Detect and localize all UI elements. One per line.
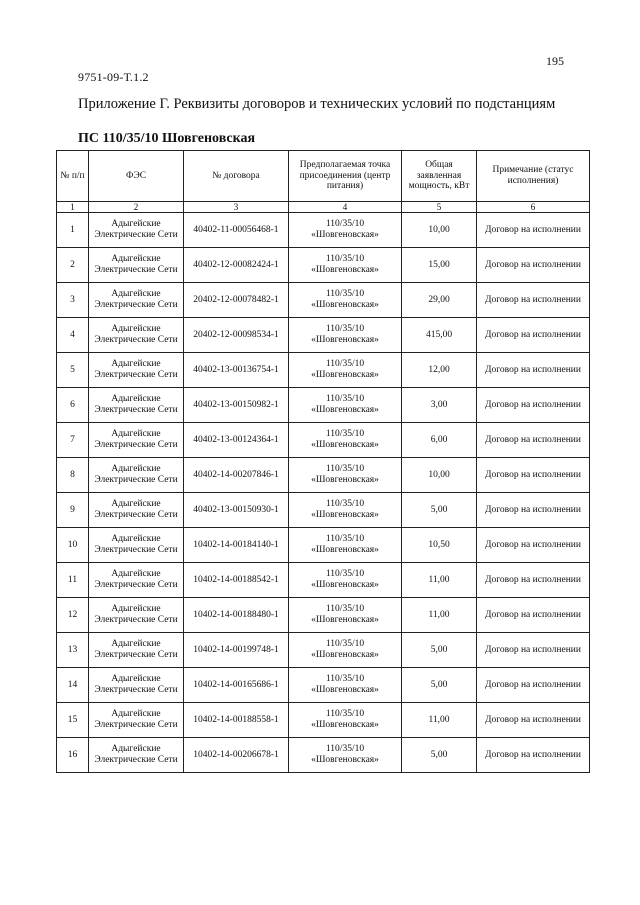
row-status-note: Договор на исполнении — [477, 353, 590, 388]
row-contract-number: 10402-14-00188558-1 — [184, 703, 289, 738]
table-row — [57, 388, 590, 423]
row-fes: Адыгейские Электрические Сети — [89, 633, 184, 668]
row-contract-number: 40402-13-00136754-1 — [184, 353, 289, 388]
row-fes: Адыгейские Электрические Сети — [89, 493, 184, 528]
row-connection-point: 110/35/10 «Шовгеновская» — [289, 213, 402, 248]
row-number: 6 — [57, 388, 89, 423]
table-header-row — [57, 151, 590, 202]
row-power: 5,00 — [402, 493, 477, 528]
row-connection-point: 110/35/10 «Шовгеновская» — [289, 528, 402, 563]
table-row — [57, 668, 590, 703]
table-row — [57, 598, 590, 633]
row-status-note: Договор на исполнении — [477, 563, 590, 598]
header-point: Предполагаемая точка присоединения (центр питания) — [289, 151, 402, 202]
row-number: 10 — [57, 528, 89, 563]
row-status-note: Договор на исполнении — [477, 213, 590, 248]
row-number: 15 — [57, 703, 89, 738]
row-contract-number: 10402-14-00165686-1 — [184, 668, 289, 703]
row-status-note: Договор на исполнении — [477, 318, 590, 353]
row-fes: Адыгейские Электрические Сети — [89, 703, 184, 738]
row-contract-number: 10402-14-00206678-1 — [184, 738, 289, 773]
row-fes: Адыгейские Электрические Сети — [89, 388, 184, 423]
row-power: 5,00 — [402, 738, 477, 773]
header-note: Примечание (статус исполнения) — [477, 151, 590, 202]
header-fes: ФЭС — [89, 151, 184, 202]
row-connection-point: 110/35/10 «Шовгеновская» — [289, 283, 402, 318]
column-number: 6 — [477, 202, 590, 213]
row-connection-point: 110/35/10 «Шовгеновская» — [289, 353, 402, 388]
row-fes: Адыгейские Электрические Сети — [89, 738, 184, 773]
row-contract-number: 20402-12-00098534-1 — [184, 318, 289, 353]
page-number: 195 — [546, 54, 564, 68]
row-connection-point: 110/35/10 «Шовгеновская» — [289, 563, 402, 598]
row-contract-number: 10402-14-00184140-1 — [184, 528, 289, 563]
column-number: 2 — [89, 202, 184, 213]
row-status-note: Договор на исполнении — [477, 283, 590, 318]
header-power: Общая заявленная мощность, кВт — [402, 151, 477, 202]
appendix-title: Приложение Г. Реквизиты договоров и технических условий по подстанциям — [78, 96, 556, 112]
header-contract: № договора — [184, 151, 289, 202]
row-fes: Адыгейские Электрические Сети — [89, 248, 184, 283]
row-contract-number: 20402-12-00078482-1 — [184, 283, 289, 318]
row-status-note: Договор на исполнении — [477, 738, 590, 773]
table-row — [57, 318, 590, 353]
row-status-note: Договор на исполнении — [477, 423, 590, 458]
table-row — [57, 563, 590, 598]
column-number: 3 — [184, 202, 289, 213]
row-number: 16 — [57, 738, 89, 773]
row-number: 12 — [57, 598, 89, 633]
row-connection-point: 110/35/10 «Шовгеновская» — [289, 423, 402, 458]
row-number: 4 — [57, 318, 89, 353]
header-num: № п/п — [57, 151, 89, 202]
row-contract-number: 40402-13-00124364-1 — [184, 423, 289, 458]
column-number: 4 — [289, 202, 402, 213]
row-contract-number: 40402-11-00056468-1 — [184, 213, 289, 248]
row-status-note: Договор на исполнении — [477, 633, 590, 668]
row-power: 10,00 — [402, 213, 477, 248]
row-status-note: Договор на исполнении — [477, 458, 590, 493]
row-fes: Адыгейские Электрические Сети — [89, 353, 184, 388]
row-number: 3 — [57, 283, 89, 318]
row-power: 29,00 — [402, 283, 477, 318]
row-status-note: Договор на исполнении — [477, 598, 590, 633]
row-number: 11 — [57, 563, 89, 598]
row-number: 5 — [57, 353, 89, 388]
row-fes: Адыгейские Электрические Сети — [89, 528, 184, 563]
table-row — [57, 738, 590, 773]
table-row — [57, 528, 590, 563]
row-status-note: Договор на исполнении — [477, 668, 590, 703]
row-status-note: Договор на исполнении — [477, 528, 590, 563]
row-number: 9 — [57, 493, 89, 528]
document-code: 9751-09-Т.1.2 — [78, 70, 149, 84]
row-fes: Адыгейские Электрические Сети — [89, 318, 184, 353]
row-connection-point: 110/35/10 «Шовгеновская» — [289, 598, 402, 633]
row-connection-point: 110/35/10 «Шовгеновская» — [289, 633, 402, 668]
row-number: 14 — [57, 668, 89, 703]
row-connection-point: 110/35/10 «Шовгеновская» — [289, 388, 402, 423]
row-contract-number: 40402-13-00150930-1 — [184, 493, 289, 528]
row-connection-point: 110/35/10 «Шовгеновская» — [289, 493, 402, 528]
row-power: 15,00 — [402, 248, 477, 283]
row-status-note: Договор на исполнении — [477, 703, 590, 738]
row-contract-number: 40402-13-00150982-1 — [184, 388, 289, 423]
row-power: 11,00 — [402, 598, 477, 633]
row-number: 13 — [57, 633, 89, 668]
row-fes: Адыгейские Электрические Сети — [89, 283, 184, 318]
row-power: 3,00 — [402, 388, 477, 423]
row-fes: Адыгейские Электрические Сети — [89, 563, 184, 598]
row-power: 6,00 — [402, 423, 477, 458]
row-number: 2 — [57, 248, 89, 283]
row-contract-number: 40402-12-00082424-1 — [184, 248, 289, 283]
table-row — [57, 703, 590, 738]
row-power: 11,00 — [402, 563, 477, 598]
table-body — [57, 213, 590, 773]
row-connection-point: 110/35/10 «Шовгеновская» — [289, 248, 402, 283]
row-connection-point: 110/35/10 «Шовгеновская» — [289, 738, 402, 773]
row-contract-number: 10402-14-00188480-1 — [184, 598, 289, 633]
row-power: 415,00 — [402, 318, 477, 353]
row-number: 7 — [57, 423, 89, 458]
row-number: 1 — [57, 213, 89, 248]
row-fes: Адыгейские Электрические Сети — [89, 423, 184, 458]
row-status-note: Договор на исполнении — [477, 493, 590, 528]
table-row — [57, 493, 590, 528]
row-fes: Адыгейские Электрические Сети — [89, 213, 184, 248]
table-row — [57, 213, 590, 248]
table-row — [57, 423, 590, 458]
table-row — [57, 458, 590, 493]
row-power: 10,50 — [402, 528, 477, 563]
row-fes: Адыгейские Электрические Сети — [89, 598, 184, 633]
row-contract-number: 10402-14-00188542-1 — [184, 563, 289, 598]
table-row — [57, 248, 590, 283]
column-number-row — [57, 202, 590, 213]
row-number: 8 — [57, 458, 89, 493]
row-fes: Адыгейские Электрические Сети — [89, 668, 184, 703]
table-row — [57, 283, 590, 318]
row-power: 5,00 — [402, 668, 477, 703]
row-power: 10,00 — [402, 458, 477, 493]
row-power: 12,00 — [402, 353, 477, 388]
column-number: 1 — [57, 202, 89, 213]
row-connection-point: 110/35/10 «Шовгеновская» — [289, 318, 402, 353]
row-fes: Адыгейские Электрические Сети — [89, 458, 184, 493]
row-connection-point: 110/35/10 «Шовгеновская» — [289, 668, 402, 703]
contracts-table — [56, 150, 590, 773]
row-connection-point: 110/35/10 «Шовгеновская» — [289, 703, 402, 738]
row-contract-number: 40402-14-00207846-1 — [184, 458, 289, 493]
row-power: 5,00 — [402, 633, 477, 668]
row-power: 11,00 — [402, 703, 477, 738]
row-connection-point: 110/35/10 «Шовгеновская» — [289, 458, 402, 493]
row-contract-number: 10402-14-00199748-1 — [184, 633, 289, 668]
table-row — [57, 353, 590, 388]
table-row — [57, 633, 590, 668]
substation-title: ПС 110/35/10 Шовгеновская — [78, 131, 256, 146]
row-status-note: Договор на исполнении — [477, 388, 590, 423]
row-status-note: Договор на исполнении — [477, 248, 590, 283]
column-number: 5 — [402, 202, 477, 213]
